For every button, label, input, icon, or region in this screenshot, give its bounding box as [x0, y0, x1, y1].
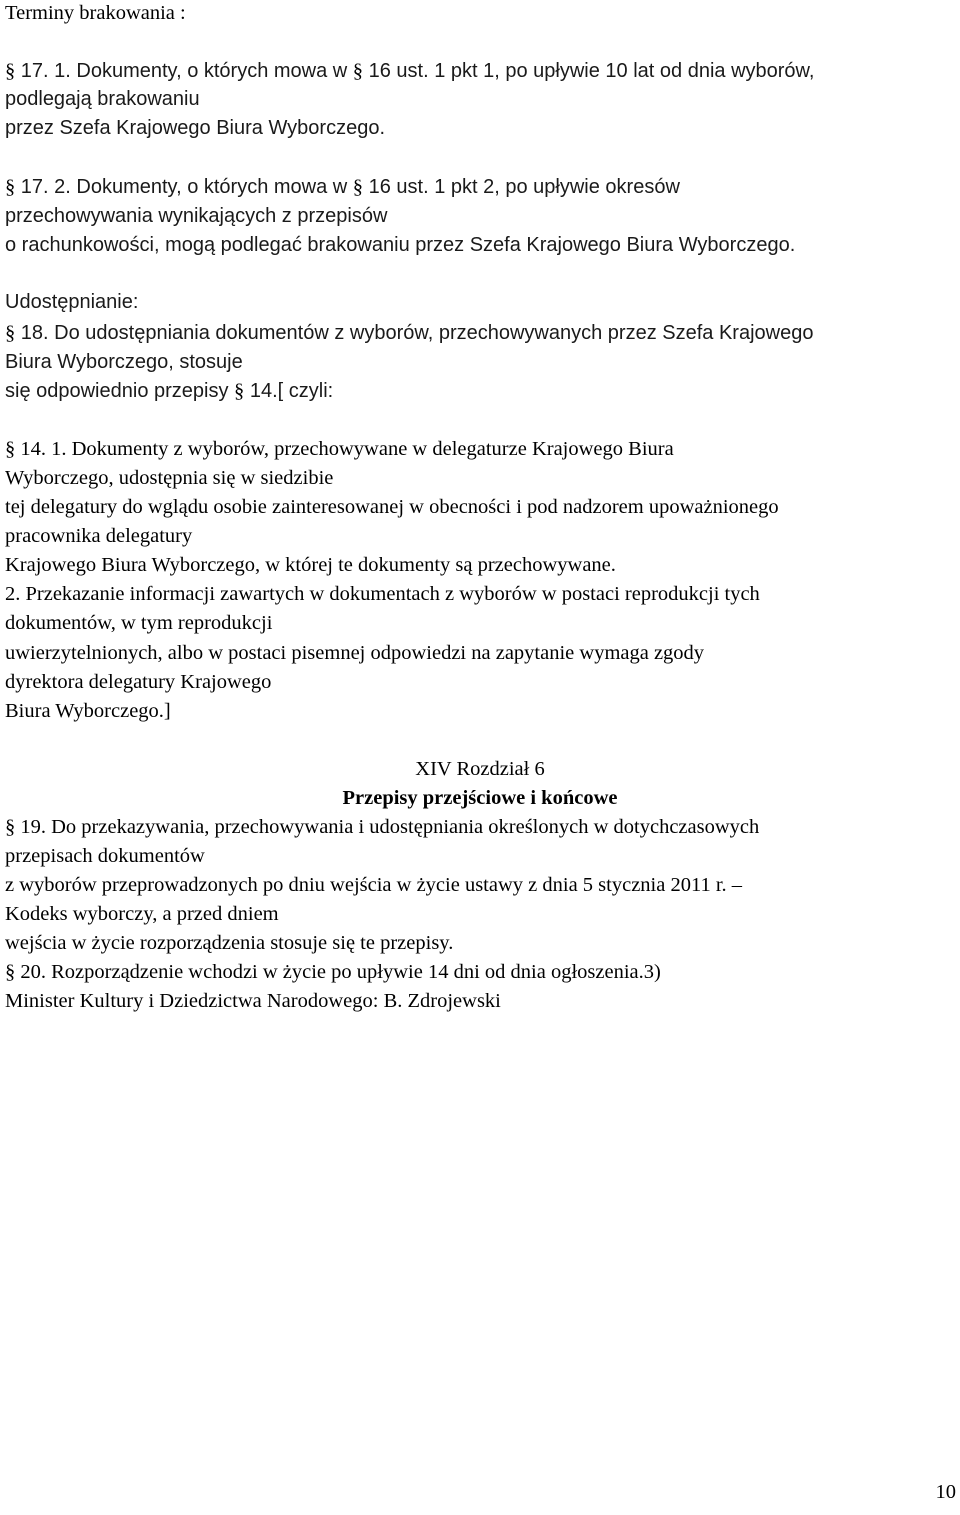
paragraph-14-1-line-1: § 14. 1. Dokumenty z wyborów, przechowywane w delegaturze Krajowego Biura	[5, 438, 674, 460]
heading-udostepnianie: Udostępnianie:	[5, 291, 139, 313]
paragraph-17-2-line-2: przechowywania wynikających z przepisów	[5, 205, 388, 227]
section-sign: §	[234, 380, 245, 402]
paragraph-18-line-3: się odpowiednio przepisy § 14.[ czyli:	[5, 380, 334, 402]
paragraph-14-2-line-4: dyrektora delegatury Krajowego	[5, 671, 272, 693]
paragraph-14-2-line-3: uwierzytelnionych, albo w postaci pisemnej odpowiedzi na zapytanie wymaga zgody	[5, 642, 705, 664]
paragraph-14-2-line-2: dokumentów, w tym reprodukcji	[5, 612, 273, 634]
paragraph-14-1-line-3: tej delegatury do wglądu osobie zainteresowanej w obecności i pod nadzorem upoważnionego	[5, 496, 779, 518]
section-sign: §	[5, 322, 16, 344]
paragraph-14-2-line-1: 2. Przekazanie informacji zawartych w dokumentach z wyborów w postaci reprodukcji tych	[5, 583, 760, 605]
paragraph-19-line-3: z wyborów przeprowadzonych po dniu wejścia w życie ustawy z dnia 5 stycznia 2011 r. –	[5, 874, 743, 896]
chapter-heading: XIV Rozdział 6	[415, 758, 545, 780]
section-sign: §	[5, 176, 16, 198]
chapter-title: Przepisy przejściowe i końcowe	[342, 787, 618, 809]
section-sign: §	[352, 176, 364, 198]
section-sign: §	[352, 60, 364, 82]
paragraph-14-1-line-4: pracownika delegatury	[5, 525, 193, 547]
paragraph-14-1-line-2: Wyborczego, udostępnia się w siedzibie	[5, 467, 334, 489]
paragraph-17-1-line-3: przez Szefa Krajowego Biura Wyborczego.	[5, 117, 385, 139]
paragraph-18-line-1: § 18. Do udostępniania dokumentów z wyborów, przechowywanych przez Szefa Krajowego	[5, 322, 814, 344]
paragraph-19-line-4: Kodeks wyborczy, a przed dniem	[5, 903, 279, 925]
signature-line: Minister Kultury i Dziedzictwa Narodowego: B. Zdrojewski	[5, 990, 501, 1012]
section-sign: §	[5, 60, 16, 82]
paragraph-17-1-line-2: podlegają brakowaniu	[5, 88, 200, 110]
paragraph-17-2-line-3: o rachunkowości, mogą podlegać brakowaniu przez Szefa Krajowego Biura Wyborczego.	[5, 234, 796, 256]
paragraph-19-line-2: przepisach dokumentów	[5, 845, 205, 867]
paragraph-19-line-1: § 19. Do przekazywania, przechowywania i udostępniania określonych w dotychczasowych	[5, 816, 760, 838]
paragraph-14-2-line-5: Biura Wyborczego.]	[5, 700, 171, 722]
paragraph-20: § 20. Rozporządzenie wchodzi w życie po upływie 14 dni od dnia ogłoszenia.3)	[5, 961, 661, 983]
page-number: 10	[935, 1481, 956, 1503]
heading-terminy-brakowania: Terminy brakowania :	[5, 2, 186, 24]
paragraph-17-1-line-1: § 17. 1. Dokumenty, o których mowa w § 16 ust. 1 pkt 1, po upływie 10 lat od dnia wyborów,	[5, 60, 815, 82]
paragraph-18-line-2: Biura Wyborczego, stosuje	[5, 351, 243, 373]
paragraph-14-1-line-5: Krajowego Biura Wyborczego, w której te dokumenty są przechowywane.	[5, 554, 616, 576]
paragraph-17-2-line-1: § 17. 2. Dokumenty, o których mowa w § 16 ust. 1 pkt 2, po upływie okresów	[5, 176, 680, 198]
paragraph-19-line-5: wejścia w życie rozporządzenia stosuje się te przepisy.	[5, 932, 454, 954]
